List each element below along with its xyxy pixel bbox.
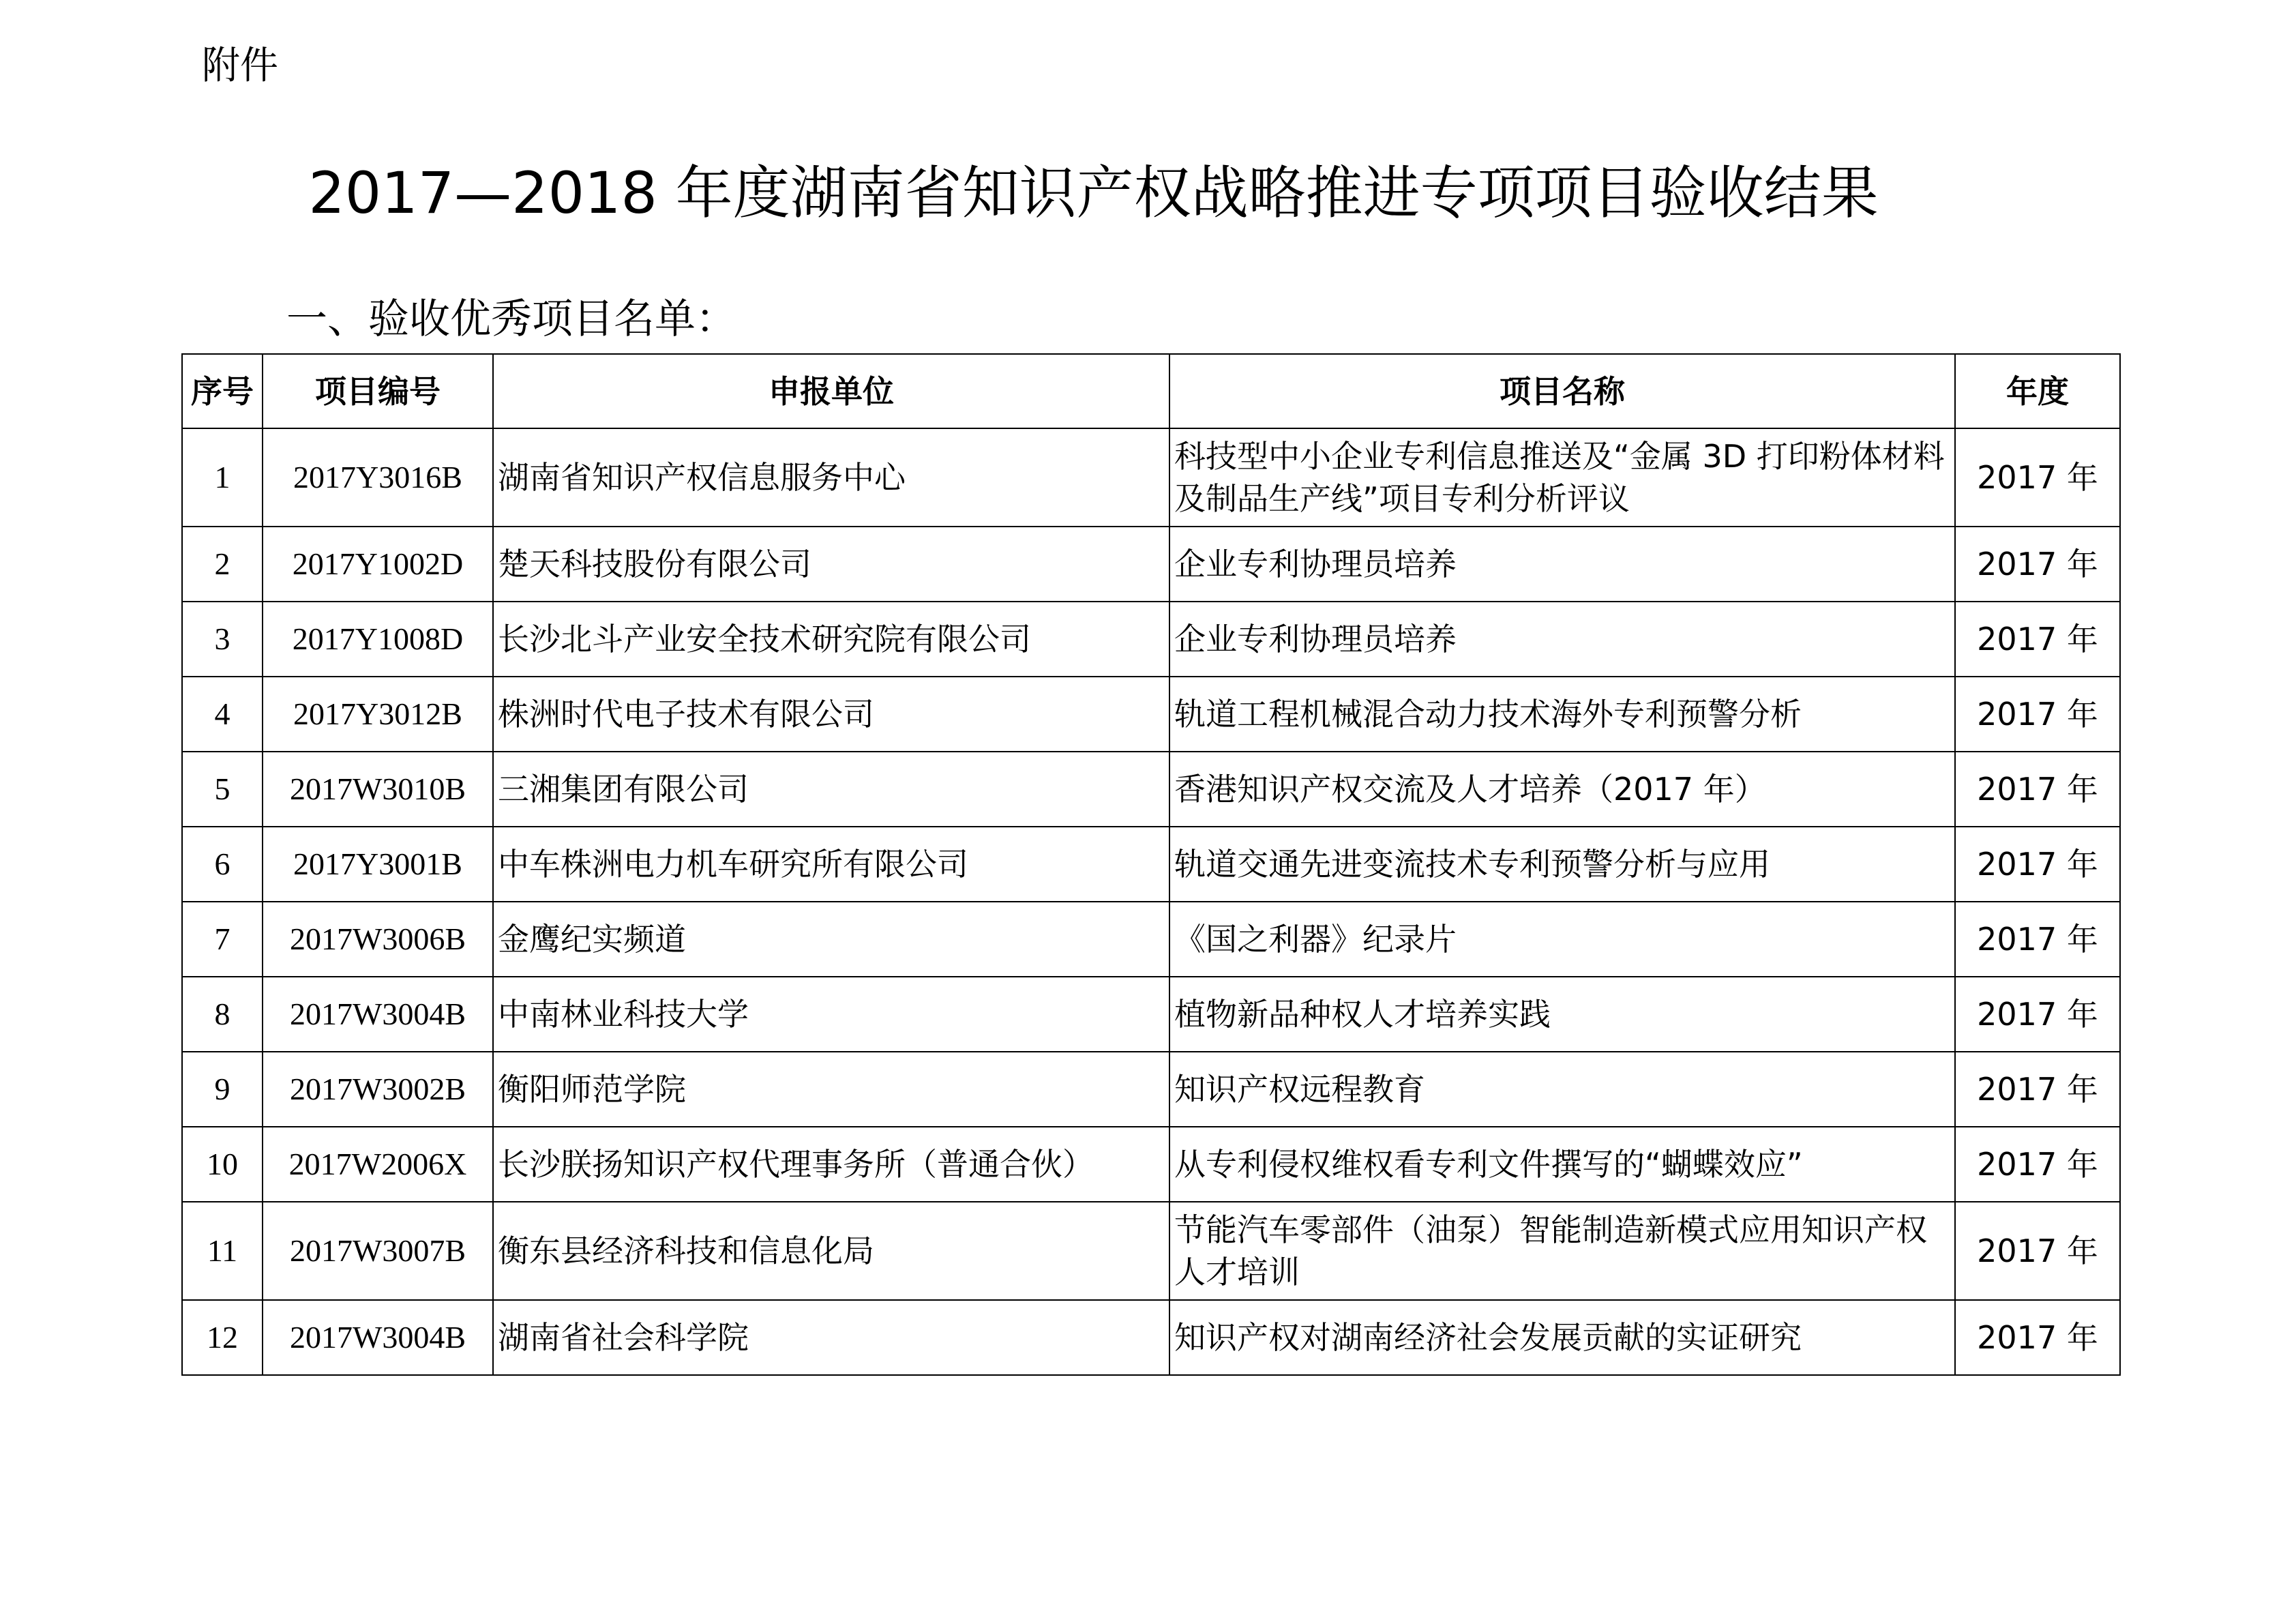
row-year: 2017 年: [1955, 527, 2120, 602]
row-year: 2017 年: [1955, 428, 2120, 527]
table-row: [182, 827, 2120, 902]
row-code: 2017W3004B: [263, 977, 493, 1052]
row-index: 7: [182, 902, 263, 977]
row-year: 2017 年: [1955, 1202, 2120, 1300]
table-row: [182, 428, 2120, 527]
row-unit: 中南林业科技大学: [493, 977, 1169, 1052]
row-year: 2017 年: [1955, 752, 2120, 827]
row-code: 2017W3010B: [263, 752, 493, 827]
page-title: 2017—2018 年度湖南省知识产权战略推进专项项目验收结果: [308, 160, 1879, 226]
header-index: 序号: [182, 354, 263, 428]
row-year: 2017 年: [1955, 1300, 2120, 1375]
row-name: 《国之利器》纪录片: [1169, 902, 1955, 977]
row-name: 企业专利协理员培养: [1169, 527, 1955, 602]
row-index: 8: [182, 977, 263, 1052]
row-year: 2017 年: [1955, 902, 2120, 977]
row-index: 5: [182, 752, 263, 827]
row-name: 香港知识产权交流及人才培养（2017 年）: [1169, 752, 1955, 827]
row-code: 2017W3004B: [263, 1300, 493, 1375]
row-index: 2: [182, 527, 263, 602]
row-year: 2017 年: [1955, 602, 2120, 677]
table-row: [182, 1052, 2120, 1127]
row-name: 科技型中小企业专利信息推送及“金属 3D 打印粉体材料及制品生产线”项目专利分析评议: [1169, 428, 1955, 527]
row-unit: 长沙朕扬知识产权代理事务所（普通合伙）: [493, 1127, 1169, 1202]
row-code: 2017Y3001B: [263, 827, 493, 902]
table-header-row: [182, 354, 2120, 428]
row-code: 2017Y3012B: [263, 677, 493, 752]
row-unit: 湖南省知识产权信息服务中心: [493, 428, 1169, 527]
row-code: 2017Y1002D: [263, 527, 493, 602]
row-unit: 衡阳师范学院: [493, 1052, 1169, 1127]
table-row: [182, 977, 2120, 1052]
row-index: 12: [182, 1300, 263, 1375]
row-year: 2017 年: [1955, 1127, 2120, 1202]
row-index: 6: [182, 827, 263, 902]
row-name: 轨道工程机械混合动力技术海外专利预警分析: [1169, 677, 1955, 752]
table-row: [182, 902, 2120, 977]
header-name: 项目名称: [1169, 354, 1955, 428]
row-code: 2017W3007B: [263, 1202, 493, 1300]
row-code: 2017W3006B: [263, 902, 493, 977]
row-code: 2017Y1008D: [263, 602, 493, 677]
results-table: [181, 353, 2121, 1376]
row-index: 10: [182, 1127, 263, 1202]
row-name: 从专利侵权维权看专利文件撰写的“蝴蝶效应”: [1169, 1127, 1955, 1202]
row-name: 轨道交通先进变流技术专利预警分析与应用: [1169, 827, 1955, 902]
row-unit: 湖南省社会科学院: [493, 1300, 1169, 1375]
row-year: 2017 年: [1955, 977, 2120, 1052]
table-row: [182, 752, 2120, 827]
table-row: [182, 1202, 2120, 1300]
header-unit: 申报单位: [493, 354, 1169, 428]
row-index: 9: [182, 1052, 263, 1127]
attachment-label: 附件: [202, 44, 278, 88]
table-row: [182, 677, 2120, 752]
row-index: 1: [182, 428, 263, 527]
row-name: 节能汽车零部件（油泵）智能制造新模式应用知识产权人才培训: [1169, 1202, 1955, 1300]
row-year: 2017 年: [1955, 827, 2120, 902]
section-heading: 一、验收优秀项目名单：: [286, 295, 736, 343]
row-unit: 长沙北斗产业安全技术研究院有限公司: [493, 602, 1169, 677]
header-code: 项目编号: [263, 354, 493, 428]
row-index: 3: [182, 602, 263, 677]
row-index: 4: [182, 677, 263, 752]
row-name: 植物新品种权人才培养实践: [1169, 977, 1955, 1052]
header-year: 年度: [1955, 354, 2120, 428]
row-unit: 株洲时代电子技术有限公司: [493, 677, 1169, 752]
row-unit: 楚天科技股份有限公司: [493, 527, 1169, 602]
row-year: 2017 年: [1955, 1052, 2120, 1127]
row-unit: 金鹰纪实频道: [493, 902, 1169, 977]
row-name: 知识产权远程教育: [1169, 1052, 1955, 1127]
table-row: [182, 1300, 2120, 1375]
row-unit: 三湘集团有限公司: [493, 752, 1169, 827]
row-name: 知识产权对湖南经济社会发展贡献的实证研究: [1169, 1300, 1955, 1375]
row-name: 企业专利协理员培养: [1169, 602, 1955, 677]
row-year: 2017 年: [1955, 677, 2120, 752]
row-unit: 中车株洲电力机车研究所有限公司: [493, 827, 1169, 902]
table-row: [182, 527, 2120, 602]
row-code: 2017W2006X: [263, 1127, 493, 1202]
table-row: [182, 1127, 2120, 1202]
row-index: 11: [182, 1202, 263, 1300]
row-code: 2017Y3016B: [263, 428, 493, 527]
row-unit: 衡东县经济科技和信息化局: [493, 1202, 1169, 1300]
row-code: 2017W3002B: [263, 1052, 493, 1127]
table-row: [182, 602, 2120, 677]
